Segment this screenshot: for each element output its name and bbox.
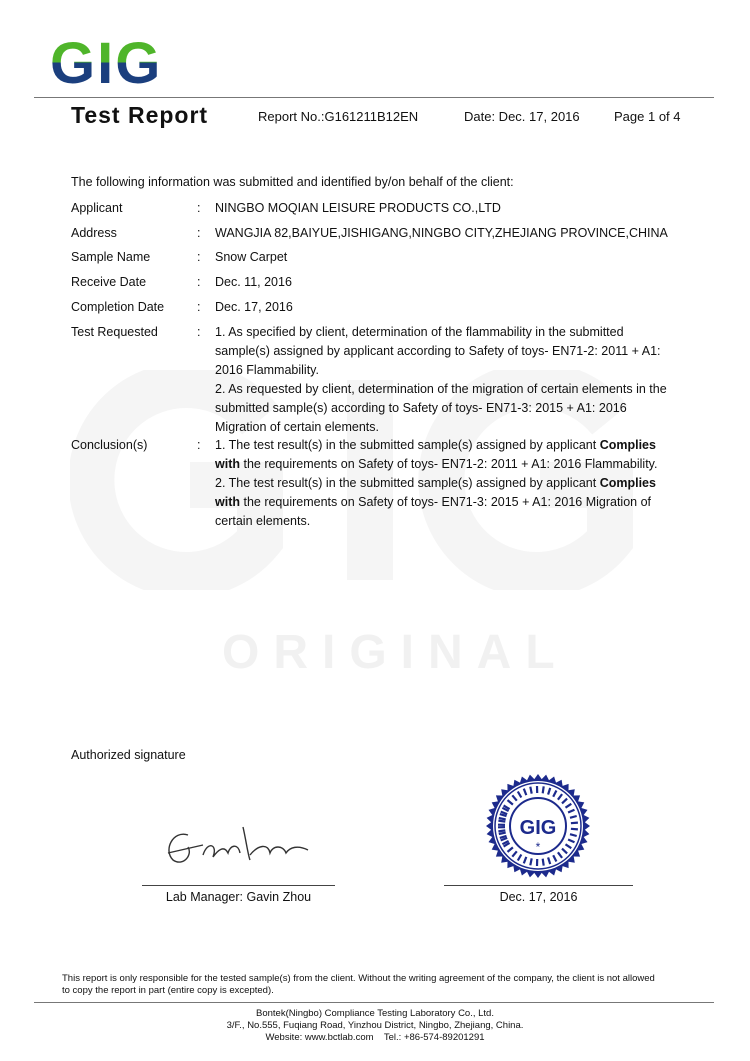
field-colon: : [197,250,201,264]
company-name: Bontek(Ningbo) Compliance Testing Laboratory Co., Ltd. [256,1008,494,1019]
text: certain elements. [215,514,311,528]
sample-name-value: Snow Carpet [215,250,288,264]
text: the requirements on Safety of toys- EN71-2: 2011 + A1: 2016 Flammability. [240,457,658,471]
field-colon: : [197,275,201,289]
stamp-star: * [535,840,541,854]
field-colon: : [197,325,201,339]
text-line: Migration of certain elements. [215,420,379,434]
receive-date-value: Dec. 11, 2016 [215,275,292,289]
company-info [0,1008,750,1044]
report-number: Report No.:G161211B12EN [258,109,419,124]
field-colon: : [197,438,201,452]
disclaimer-line: to copy the report in part (entire copy is excepted). [62,985,274,996]
completion-date-value: Dec. 17, 2016 [215,300,293,314]
stamp-letter-mark [530,858,531,865]
text-line: submitted sample(s) according to Safety of toys- EN71-3: 2015 + A1: 2016 [215,401,627,415]
stamp-letter-mark [498,821,505,822]
stamp-letter-mark [543,859,544,866]
header-divider [34,97,714,98]
text-line: 2016 Flammability. [215,363,319,377]
date-line [444,885,633,886]
footer-divider [34,1002,714,1003]
gig-logo: GIG [50,31,163,96]
page-title: Test Report [71,102,209,128]
stamp-letter-mark [571,823,578,824]
text-line: 2. As requested by client, determination of the migration of certain elements in the [215,382,667,396]
applicant-value: NINGBO MOQIAN LEISURE PRODUCTS CO.,LTD [215,201,501,215]
signature-line [142,885,335,886]
stamp-letter-mark [498,830,505,831]
disclaimer [62,973,655,997]
field-label: Completion Date [71,300,165,314]
field-label: Sample Name [71,250,151,264]
field-label: Conclusion(s) [71,438,148,452]
with-bold: with [215,495,240,509]
complies-bold: Complies [599,476,656,490]
address-value: WANGJIA 82,BAIYUE,JISHIGANG,NINGBO CITY,ZHEJIANG PROVINCE,CHINA [215,226,668,240]
field-label: Receive Date [71,275,147,289]
company-contact: Website: www.bctlab.com Tel.: +86-574-89201291 [265,1032,485,1043]
stamp-letter-mark [530,787,531,794]
conclusion-1 [215,436,675,474]
test-requested-value [215,323,685,437]
watermark-original: ORIGINAL [222,626,569,679]
report-date: Date: Dec. 17, 2016 [464,109,580,124]
text-line: sample(s) assigned by applicant according to Safety of toys- EN71-2: 2011 + A1: [215,344,661,358]
stamp-letter-mark [571,829,578,830]
with-bold: with [215,457,240,471]
text: 2. The test result(s) in the submitted sample(s) assigned by applicant [215,476,600,490]
company-stamp [484,774,592,878]
lab-manager-name: Lab Manager: Gavin Zhou [165,890,312,904]
text: the requirements on Safety of toys- EN71-3: 2015 + A1: 2016 Migration of [240,495,652,509]
stamp-letter-mark [499,818,506,819]
company-address: 3/F., No.555, Fuqiang Road, Yinzhou District, Ningbo, Zhejiang, China. [226,1020,524,1031]
stamp-letter-mark [543,786,544,793]
signature-date: Dec. 17, 2016 [499,890,578,904]
handwritten-signature [158,815,318,875]
field-label: Address [71,226,117,240]
stamp-letter-mark [499,833,506,834]
field-colon: : [197,201,201,215]
text-line: 1. As specified by client, determination of the flammability in the submitted [215,325,624,339]
field-colon: : [197,226,201,240]
disclaimer-line: This report is only responsible for the tested sample(s) from the client. Without the writing agreement of the company, the client is not allowed [62,973,655,984]
page-number: Page 1 of 4 [614,109,681,124]
text: 1. The test result(s) in the submitted sample(s) assigned by applicant [215,438,600,452]
field-label: Test Requested [71,325,158,339]
field-colon: : [197,300,201,314]
conclusion-value [215,436,675,531]
authorized-signature-label: Authorized signature [71,748,186,762]
stamp-center-text: GIG [519,817,557,839]
conclusion-2 [215,474,675,531]
intro-text: The following information was submitted and identified by/on behalf of the client: [71,175,514,189]
field-label: Applicant [71,201,123,215]
complies-bold: Complies [599,438,656,452]
